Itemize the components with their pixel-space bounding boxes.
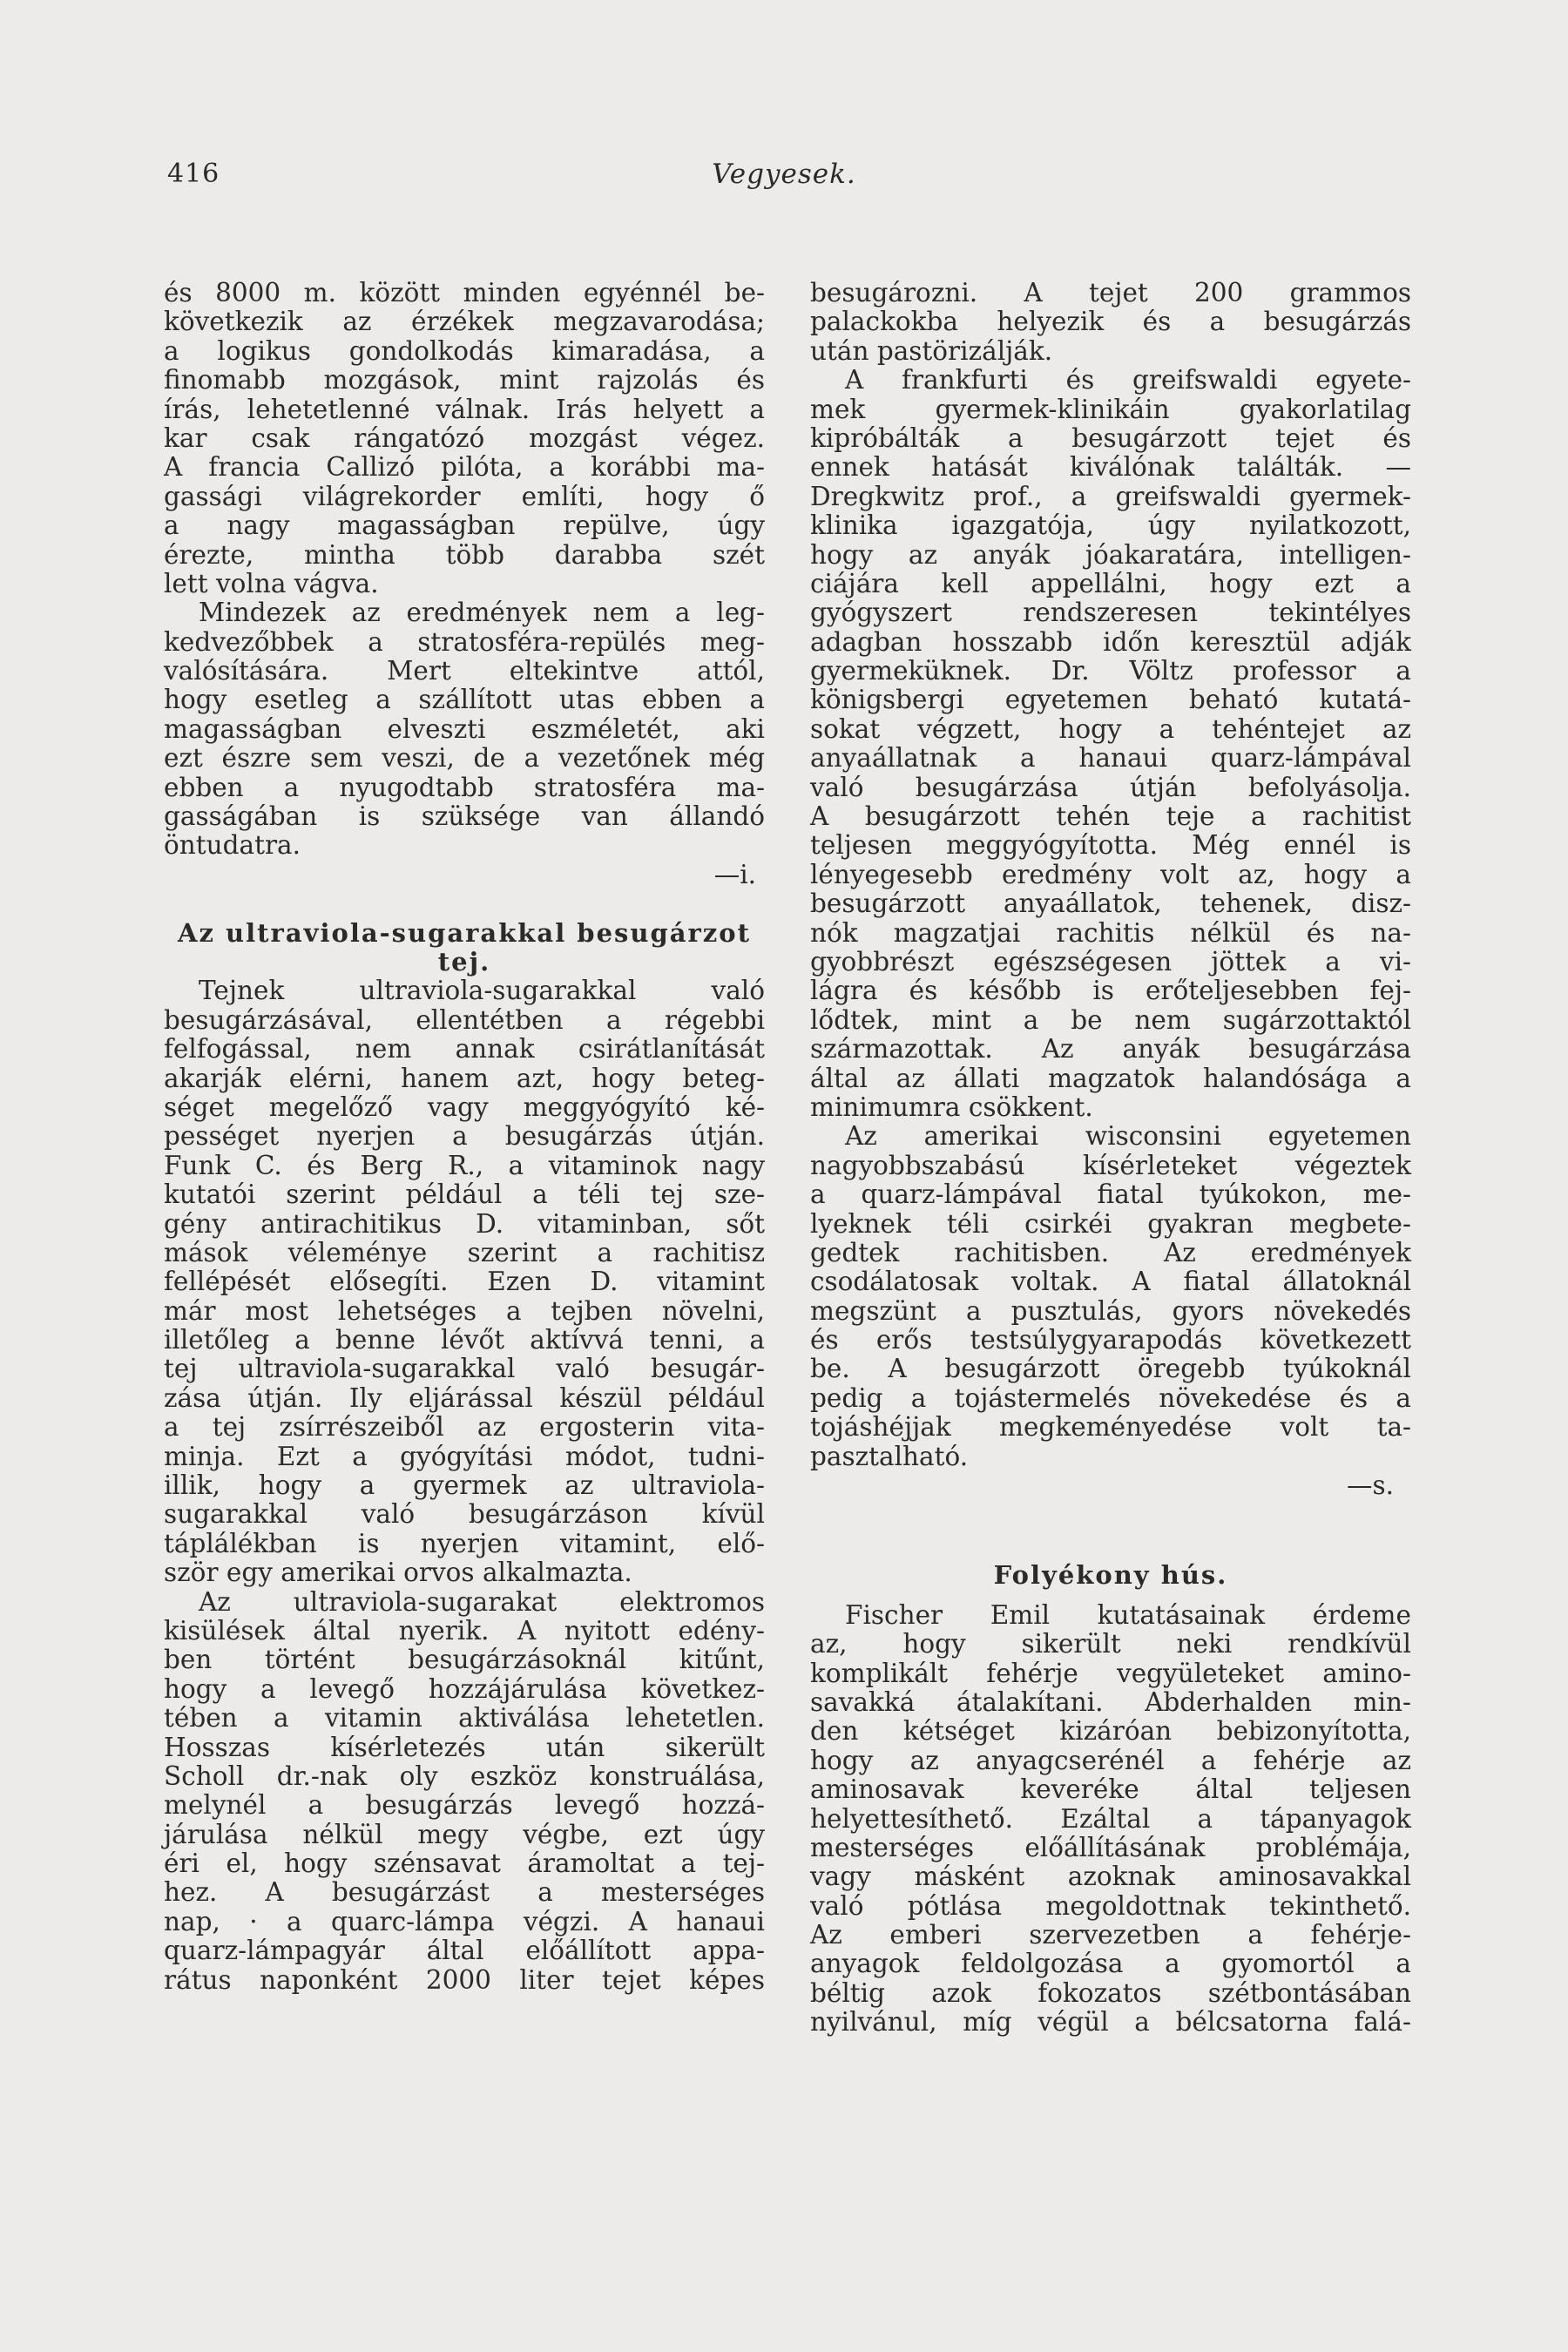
paragraph-fischer-amino-acids	[810, 1601, 1411, 2038]
text-line: fellépését elősegíti. Ezen D. vitamint	[164, 1267, 765, 1297]
text-line: kedvezőbbek a stratosféra-repülés meg-	[164, 626, 765, 657]
text-line: ennek hatását kiválónak találták. —	[810, 452, 1411, 483]
paragraph-uv-milk-intro	[164, 977, 765, 1587]
text-line: az, hogy sikerült neki rendkívül	[810, 1629, 1411, 1659]
text-line: és 8000 m. között minden egyénnél be-	[164, 278, 765, 308]
text-line: megszünt a pusztulás, gyors növekedés	[810, 1295, 1411, 1326]
text-line: mesterséges előállításának problémája,	[810, 1832, 1411, 1862]
text-line: quarz-lámpagyár által előállított appa-	[164, 1936, 765, 1966]
text-line: gyermeküknek. Dr. Völtz professor a	[810, 656, 1411, 686]
text-line: kisülések által nyerik. A nyitott edény-	[164, 1615, 765, 1646]
text-line: minimumra csökkent.	[810, 1092, 1093, 1122]
text-line: már most lehetséges a tejben növelni,	[164, 1295, 765, 1326]
text-line: Scholl dr.-nak oly eszköz konstruálása,	[164, 1761, 765, 1791]
text-line: járulása nélkül megy végbe, ezt úgy	[164, 1819, 765, 1849]
text-line: származottak. Az anyák besugárzása	[810, 1034, 1411, 1064]
text-line: mek gyermek-klinikáin gyakorlatilag	[810, 394, 1411, 424]
text-line: komplikált fehérje vegyületeket amino-	[810, 1658, 1411, 1688]
text-line: hogy az anyagcserénél a fehérje az	[810, 1745, 1411, 1775]
text-line: ciájára kell appellálni, hogy ezt a	[810, 568, 1411, 598]
text-line: és erős testsúlygyarapodás következett	[810, 1325, 1411, 1355]
text-line: a nagy magasságban repülve, úgy	[164, 510, 765, 541]
text-line: való besugárzása útján befolyásolja.	[810, 772, 1411, 802]
text-line: Hosszas kísérletezés után sikerült	[164, 1732, 765, 1762]
text-line: ezt észre sem veszi, de a vezetőnek még	[164, 743, 765, 774]
text-line: lett volna vágva.	[164, 568, 379, 598]
text-line: nyilvánul, míg végül a bélcsatorna falá-	[810, 2007, 1411, 2038]
text-line: palackokba helyezik és a besugárzás	[810, 307, 1411, 337]
text-line: nagyobbszabású kísérleteket végeztek	[810, 1150, 1411, 1180]
text-line: lyeknek téli csirkéi gyakran megbete-	[810, 1208, 1411, 1239]
text-line: aminosavak keveréke által teljesen	[810, 1774, 1411, 1805]
running-head: Vegyesek.	[712, 159, 856, 190]
text-line: kutatói szerint például a téli tej sze-	[164, 1179, 765, 1210]
text-line: Az amerikai wisconsini egyetemen	[845, 1121, 1411, 1152]
text-line: nap, · a quarc-lámpa végzi. A hanaui	[164, 1906, 765, 1936]
text-line: mások véleménye szerint a rachitisz	[164, 1237, 765, 1267]
text-line: gény antirachitikus D. vitaminban, sőt	[164, 1208, 765, 1239]
text-line: séget megelőző vagy meggyógyító ké-	[164, 1092, 765, 1122]
text-line: való pótlása megoldottnak tekinthető.	[810, 1890, 1411, 1921]
paragraph-pasteurization	[810, 279, 1411, 366]
text-line: vagy másként azoknak aminosavakkal	[810, 1862, 1411, 1892]
paragraph-wisconsin-experiments	[810, 1122, 1411, 1471]
text-line: den kétséget kizáróan bebizonyította,	[810, 1716, 1411, 1747]
text-line: minja. Ezt a gyógyítási módot, tudni-	[164, 1441, 765, 1471]
text-line: Dregkwitz prof., a greifswaldi gyermek-	[810, 481, 1411, 511]
text-line: Az emberi szervezetben a fehérje-	[810, 1920, 1411, 1950]
text-line: Az ultraviola-sugarakat elektromos	[199, 1586, 765, 1617]
text-line: pességet nyerjen a besugárzás útján.	[164, 1121, 765, 1152]
text-line: A francia Callizó pilóta, a korábbi ma-	[164, 452, 765, 483]
author-signature-s: —s.	[1346, 1470, 1394, 1501]
text-line: ször egy amerikai orvos alkalmazta.	[164, 1558, 632, 1588]
paragraph-altitude-effects	[164, 279, 765, 598]
paragraph-clinic-trials	[810, 366, 1411, 1122]
text-line: magasságban elveszti eszméletét, aki	[164, 713, 765, 744]
author-signature-i: —i.	[713, 859, 756, 889]
text-line: kipróbálták a besugárzott tejet és	[810, 422, 1411, 453]
text-line: Mindezek az eredmények nem a leg-	[199, 598, 765, 628]
text-line: csodálatosak voltak. A fiatal állatoknál	[810, 1267, 1411, 1297]
text-line: öntudatra.	[164, 830, 301, 861]
text-line: sokat végzett, hogy a tehéntejet az	[810, 713, 1411, 744]
text-line: pedig a tojástermelés növekedése és a	[810, 1382, 1411, 1413]
paragraph-stratosphere-conclusion	[164, 598, 765, 861]
page-number: 416	[167, 159, 220, 189]
text-line: sugarakkal való besugárzáson kívül	[164, 1499, 765, 1530]
text-line: a tej zsírrészeiből az ergosterin vita-	[164, 1412, 765, 1443]
text-line: illetőleg a benne lévőt aktívvá tenni, a	[164, 1325, 765, 1355]
text-line: gedtek rachitisben. Az eredmények	[810, 1237, 1411, 1267]
text-line: be. A besugárzott öregebb tyúkoknál	[810, 1354, 1411, 1384]
text-line: anyagok feldolgozása a gyomortól a	[810, 1949, 1411, 1979]
text-line: tében a vitamin aktiválása lehetetlen.	[164, 1703, 765, 1734]
section-heading-uv-milk: Az ultraviola-sugarakkal besugárzot	[177, 917, 751, 948]
text-line: hez. A besugárzást a mesterséges	[164, 1877, 765, 1908]
text-line: helyettesíthető. Ezáltal a tápanyagok	[810, 1803, 1411, 1834]
text-line: táplálékban is nyerjen vitamint, elő-	[164, 1528, 765, 1558]
text-line: gyógyszert rendszeresen tekintélyes	[810, 598, 1411, 628]
text-line: Fischer Emil kutatásainak érdeme	[845, 1599, 1411, 1630]
right-column	[810, 279, 1411, 2038]
text-line: felfogással, nem annak csirátlanítását	[164, 1034, 765, 1064]
text-line: königsbergi egyetemen beható kutatá-	[810, 685, 1411, 715]
text-line: teljesen meggyógyította. Még ennél is	[810, 830, 1411, 861]
text-line: tojáshéjjak megkeményedése volt ta-	[810, 1412, 1411, 1443]
text-line: által az állati magzatok halandósága a	[810, 1063, 1411, 1093]
text-line: A frankfurti és greifswaldi egyete-	[845, 365, 1411, 395]
text-line: következik az érzékek megzavarodása;	[164, 307, 765, 337]
text-line: gasságában is szüksége van állandó	[164, 801, 765, 832]
text-line: melynél a besugárzás levegő hozzá-	[164, 1790, 765, 1821]
section-heading-liquid-meat: Folyékony hús.	[993, 1560, 1228, 1591]
section-heading-uv-milk-line2: tej.	[437, 946, 491, 977]
text-line: béltig azok fokozatos szétbontásában	[810, 1977, 1411, 2008]
text-line: lényegesebb eredmény volt az, hogy a	[810, 859, 1411, 889]
text-line: besugárzásával, ellentétben a régebbi	[164, 1004, 765, 1035]
text-line: éri el, hogy szénsavat áramoltat a tej-	[164, 1848, 765, 1879]
text-line: nók magzatjai rachitis nélkül és na-	[810, 917, 1411, 948]
text-line: ben történt besugárzásoknál kitűnt,	[164, 1645, 765, 1675]
text-line: gyobbrészt egészségesen jöttek a vi-	[810, 946, 1411, 977]
text-line: Tejnek ultraviola-sugarakkal való	[199, 976, 765, 1006]
text-line: savakká átalakítani. Abderhalden min-	[810, 1686, 1411, 1717]
paragraph-uv-apparatus	[164, 1588, 765, 1995]
text-line: Funk C. és Berg R., a vitaminok nagy	[164, 1150, 765, 1180]
text-line: érezte, mintha több darabba szét	[164, 539, 765, 570]
text-line: adagban hosszabb időn keresztül adják	[810, 626, 1411, 657]
text-line: tej ultraviola-sugarakkal való besugár-	[164, 1354, 765, 1384]
text-line: rátus naponként 2000 liter tejet képes	[164, 1964, 765, 1995]
text-line: a logikus gondolkodás kimaradása, a	[164, 335, 765, 366]
text-line: klinika igazgatója, úgy nyilatkozott,	[810, 510, 1411, 541]
text-line: besugározni. A tejet 200 grammos	[810, 278, 1411, 308]
text-line: lágra és később is erőteljesebben fej-	[810, 976, 1411, 1006]
text-line: gassági világrekorder említi, hogy ő	[164, 481, 765, 511]
text-line: pasztalható.	[810, 1441, 969, 1471]
text-line: A besugárzott tehén teje a rachitist	[810, 801, 1411, 832]
text-line: lődtek, mint a be nem sugárzottaktól	[810, 1004, 1411, 1035]
left-column	[164, 279, 765, 1995]
text-line: akarják elérni, hanem azt, hogy beteg-	[164, 1063, 765, 1093]
text-line: valósítására. Mert eltekintve attól,	[164, 656, 765, 686]
text-line: hogy az anyák jóakaratára, intelligen-	[810, 539, 1411, 570]
text-line: anyaállatnak a hanaui quarz-lámpával	[810, 743, 1411, 774]
text-line: után pastörizálják.	[810, 335, 1053, 366]
text-line: a quarz-lámpával fiatal tyúkokon, me-	[810, 1179, 1411, 1210]
text-line: hogy esetleg a szállított utas ebben a	[164, 685, 765, 715]
text-line: ebben a nyugodtabb stratosféra ma-	[164, 772, 765, 802]
text-line: kar csak rángatózó mozgást végez.	[164, 422, 765, 453]
text-line: zása útján. Ily eljárással készül például	[164, 1382, 765, 1413]
text-line: besugárzott anyaállatok, tehenek, disz-	[810, 889, 1411, 919]
text-line: hogy a levegő hozzájárulása következ-	[164, 1673, 765, 1704]
text-line: írás, lehetetlenné válnak. Irás helyett a	[164, 394, 765, 424]
text-line: illik, hogy a gyermek az ultraviola-	[164, 1470, 765, 1501]
text-line: finomabb mozgások, mint rajzolás és	[164, 365, 765, 395]
